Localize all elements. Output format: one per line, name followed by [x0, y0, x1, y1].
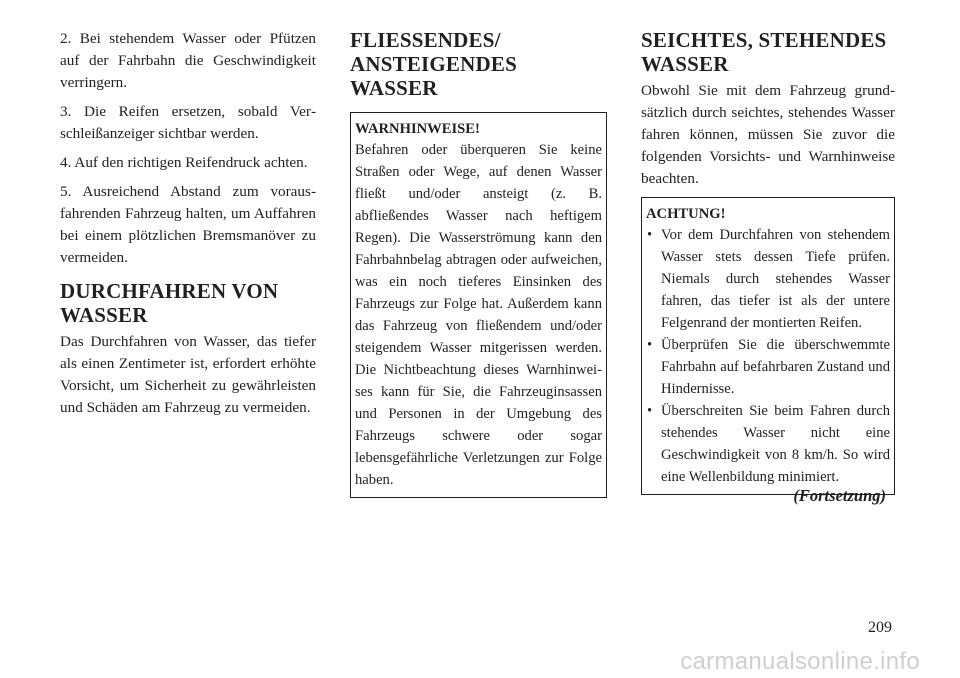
middle-column	[350, 28, 607, 498]
section-heading-seichtes: SEICHTES, STEHENDES WASSER	[641, 28, 887, 76]
bullet-icon: •	[647, 227, 653, 243]
paragraph-step-5: 5. Ausreichend Abstand zum vorausfahrenden Fahrzeug halten, um Auffahren bei einem plötzlichen Bremsmanöver zu vermeiden.	[60, 183, 316, 266]
paragraph-step-4: 4. Auf den richtigen Reifendruck achten.	[60, 154, 308, 171]
section-heading-durchfahren: DURCHFAHREN VON WASSER	[60, 279, 279, 327]
caution-list	[646, 224, 890, 488]
list-item	[646, 400, 890, 488]
bullet-text: Vor dem Durchfahren von stehendem Wasser stets dessen Tiefe prüfen. Niemals durch stehendes Wasser fahren, das tiefer ist als der untere Felgenrand der montierten Reifen.	[661, 227, 890, 331]
right-column	[641, 28, 895, 495]
warning-title: WARNHINWEISE!	[355, 121, 480, 137]
continued-label: (Fortsetzung)	[793, 486, 886, 505]
section-heading-fliessendes: FLIESSENDES/ ANSTEIGENDES WASSER	[350, 28, 517, 100]
paragraph-durchfahren: Das Durchfahren von Wasser, das tiefer als einen Zentimeter ist, erfordert erhöhte Vorsicht, um Sicherheit zu gewährleisten und Schäden am Fahrzeug zu vermeiden.	[60, 333, 316, 416]
bullet-text: Überschreiten Sie beim Fahren durch stehendes Wasser nicht eine Geschwindigkeit von 8 km/h. So wird eine Wellenbildung minimiert.	[661, 403, 890, 485]
paragraph-seichtes-intro: Obwohl Sie mit dem Fahrzeug grundsätzlich durch seichtes, stehendes Wasser fahren können, müssen Sie zuvor die folgenden Vorsichts- und Warnhinweise beachten.	[641, 82, 895, 187]
page-number: 209	[868, 619, 892, 636]
bullet-icon: •	[647, 403, 653, 419]
watermark-text: carmanualsonline.info	[680, 648, 920, 675]
bullet-text: Überprüfen Sie die überschwemmte Fahrbahn auf befahrbaren Zustand und Hindernisse.	[661, 337, 890, 397]
caution-title: ACHTUNG!	[646, 206, 726, 222]
warning-text: Befahren oder überqueren Sie keine Straßen oder Wege, auf denen Wasser fließt und/oder ansteigt (z. B. abfließendes Wasser nach heftigem Regen). Die Wasserströmung kann den Fahrbahnbelag abtragen oder aufweichen, was ein noch tieferes Einsinken des Fahrzeugs zur Folge hat. Außerdem kann das Fahrzeug von fließendem und/oder steigendem Wasser mitgerissen werden. Die Nichtbeachtung dieses Warnhinweises kann für Sie, die Fahrzeuginsassen und Personen in der Umgebung des Fahrzeugs schwere oder sogar lebensgefährliche Verletzungen zur Folge haben.	[355, 142, 602, 488]
left-column	[60, 28, 316, 426]
warning-box	[350, 112, 607, 498]
list-item	[646, 334, 890, 400]
paragraph-step-3: 3. Die Reifen ersetzen, sobald Verschleißanzeiger sichtbar werden.	[60, 103, 316, 142]
list-item	[646, 224, 890, 334]
paragraph-step-2: 2. Bei stehendem Wasser oder Pfützen auf der Fahrbahn die Geschwindigkeit verringern.	[60, 30, 316, 91]
caution-box	[641, 197, 895, 495]
bullet-icon: •	[647, 337, 653, 353]
